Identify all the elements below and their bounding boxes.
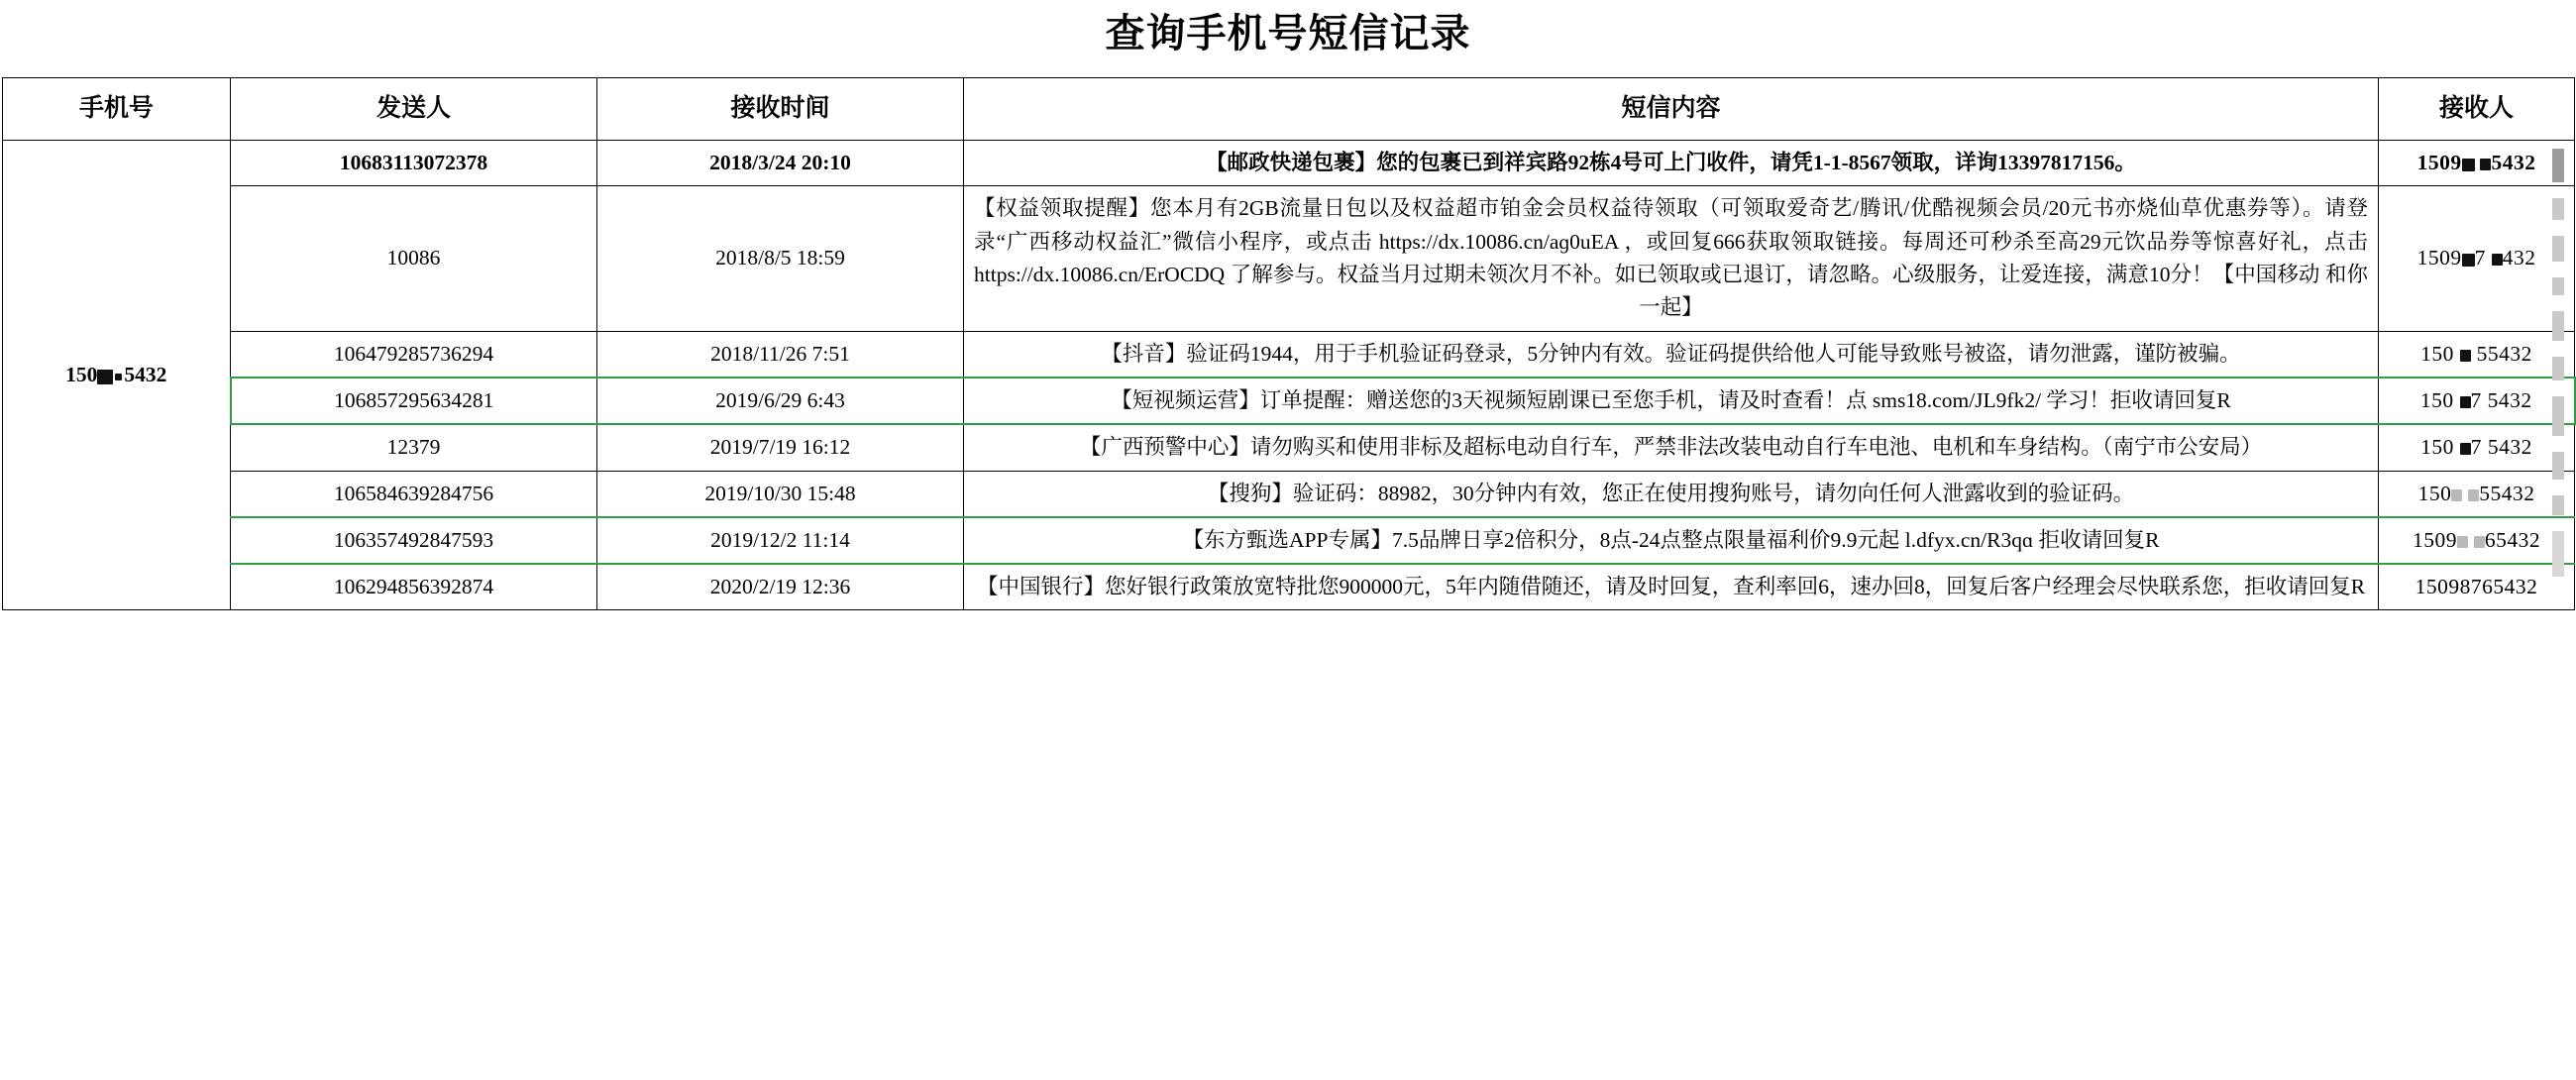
column-header-content: 短信内容 — [964, 78, 2379, 141]
sender-cell: 10683113072378 — [231, 141, 597, 186]
column-header-phone: 手机号 — [3, 78, 231, 141]
sender-cell: 106584639284756 — [231, 471, 597, 517]
table-header-row — [3, 78, 2575, 141]
table-body — [3, 141, 2575, 610]
sms-records-table — [2, 77, 2576, 610]
receiver-cell: 150 7 5432 — [2379, 424, 2575, 471]
content-cell: 【东方甄选APP专属】7.5品牌日享2倍积分，8点-24点整点限量福利价9.9元起 l.dfyx.cn/R3qɑ 拒收请回复R — [964, 517, 2379, 564]
time-cell: 2020/2/19 12:36 — [597, 564, 964, 610]
phone-number-value: 150 — [65, 363, 98, 387]
time-cell: 2019/10/30 15:48 — [597, 471, 964, 517]
redaction-dot — [115, 374, 122, 380]
sender-cell: 106357492847593 — [231, 517, 597, 564]
receiver-cell: 150 7 5432 — [2379, 378, 2575, 424]
page-title: 查询手机号短信记录 — [1105, 11, 1471, 55]
phone-number-value-tail: 5432 — [124, 363, 167, 387]
receiver-cell: 1509 5432 — [2379, 141, 2575, 186]
column-header-time: 接收时间 — [597, 78, 964, 141]
time-cell: 2018/8/5 18:59 — [597, 186, 964, 331]
sender-cell: 106479285736294 — [231, 331, 597, 378]
table-row-highlighted — [3, 378, 2575, 424]
content-cell: 【短视频运营】订单提醒：赠送您的3天视频短剧课已至您手机，请及时查看！点 sms18.com/JL9fk2/ 学习！拒收请回复R — [964, 378, 2379, 424]
receiver-cell: 15098765432 — [2379, 564, 2575, 610]
time-cell: 2018/3/24 20:10 — [597, 141, 964, 186]
time-cell: 2019/7/19 16:12 — [597, 424, 964, 471]
table-row — [3, 424, 2575, 471]
content-cell: 【权益领取提醒】您本月有2GB流量日包以及权益超市铂金会员权益待领取（可领取爱奇艺/腾讯/优酷视频会员/20元书亦烧仙草优惠券等）。请登录“广西移动权益汇”微信小程序，或点击 https://dx.10086.cn/aɡ0uEA ，或回复666获取领取链接。每周还可秒杀至高29元饮品券等惊喜好礼，点击 https://dx.10086.cn/ErOCDQ 了解参与。权益当月过期未领次月不补。如已领取或已退订，请忽略。心级服务，让爱连接，满意10分！【中国移动 和你一起】 — [964, 186, 2379, 331]
table-row — [3, 471, 2575, 517]
receiver-cell: 1509 65432 — [2379, 517, 2575, 564]
sender-cell: 106294856392874 — [231, 564, 597, 610]
time-cell: 2019/12/2 11:14 — [597, 517, 964, 564]
receiver-cell: 150 55432 — [2379, 471, 2575, 517]
content-cell: 【搜狗】验证码：88982，30分钟内有效，您正在使用搜狗账号，请勿向任何人泄露收到的验证码。 — [964, 471, 2379, 517]
time-cell: 2018/11/26 7:51 — [597, 331, 964, 378]
time-cell: 2019/6/29 6:43 — [597, 378, 964, 424]
phone-number-cell — [3, 141, 231, 610]
content-cell: 【中国银行】您好银行政策放宽特批您900000元，5年内随借随还，请及时回复，查利率回6，速办回8，回复后客户经理会尽快联系您，拒收请回复R — [964, 564, 2379, 610]
content-cell: 【广西预警中心】请勿购买和使用非标及超标电动自行车，严禁非法改装电动自行车电池、电机和车身结构。（南宁市公安局） — [964, 424, 2379, 471]
content-cell: 【邮政快递包裹】您的包裹已到祥宾路92栋4号可上门收件，请凭1-1-8567领取，详询13397817156。 — [964, 141, 2379, 186]
table-row — [3, 564, 2575, 610]
column-header-receiver: 接收人 — [2379, 78, 2575, 141]
sender-cell: 106857295634281 — [231, 378, 597, 424]
column-header-sender: 发送人 — [231, 78, 597, 141]
table-row — [3, 517, 2575, 564]
receiver-cell: 150 55432 — [2379, 331, 2575, 378]
sender-cell: 10086 — [231, 186, 597, 331]
sender-cell: 12379 — [231, 424, 597, 471]
receiver-cell: 1509 7 432 — [2379, 186, 2575, 331]
table-row — [3, 186, 2575, 331]
redaction-block — [97, 370, 113, 384]
table-row — [3, 331, 2575, 378]
table-row — [3, 141, 2575, 186]
content-cell: 【抖音】验证码1944，用于手机验证码登录，5分钟内有效。验证码提供给他人可能导致账号被盗，请勿泄露，谨防被骗。 — [964, 331, 2379, 378]
